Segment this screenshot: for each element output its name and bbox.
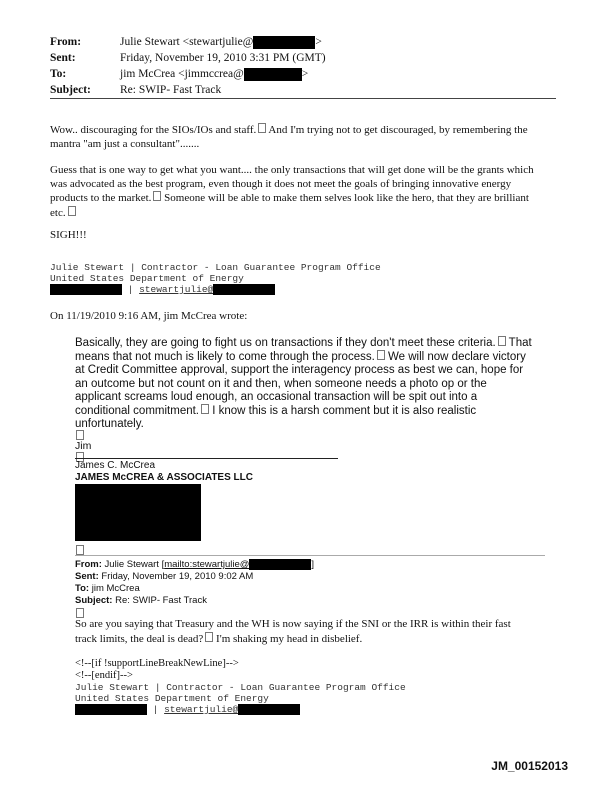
subject-value: Re: SWIP- Fast Track: [120, 84, 222, 96]
box-glyph: [377, 350, 385, 360]
bates-number: JM_00152013: [491, 759, 568, 773]
body-paragraph-1: Wow.. discouraging for the SIOs/IOs and staff. And I'm trying not to get discouraged, by remembering the mantra "am just a consultant".......: [50, 124, 528, 150]
from-value: Julie Stewart <stewartjulie@: [120, 36, 254, 49]
from-label: From:: [50, 36, 82, 48]
header-divider: [50, 98, 556, 99]
signature-2-line-1: Julie Stewart | Contractor - Loan Guarantee Program Office: [75, 682, 406, 693]
quoted-message: Basically, they are going to fight us on transactions if they don't meet these criteria. That means that not much is likely to come through the process. We will now declare victory at Credit Committee approval, support the interagency process as best we can, hope for an outcome but not count on it and then, when someone needs a photo op or the applicant screams loud enough, an occasional transaction will be spit out into a conditional commitment. I know this is a harsh comment but it is also realistic unfortunately.: [75, 337, 532, 431]
box-glyph: [76, 608, 84, 618]
body-paragraph-3: SIGH!!!: [50, 229, 87, 241]
redaction: [238, 704, 300, 715]
inner-to-row: To: jim McCrea: [75, 583, 140, 594]
signature-1-line-1: Julie Stewart | Contractor - Loan Guarantee Program Office: [50, 262, 381, 273]
redaction-block: [75, 484, 201, 541]
box-glyph: [76, 545, 84, 555]
wrote-line: On 11/19/2010 9:16 AM, jim McCrea wrote:: [50, 310, 248, 322]
to-label: To:: [50, 68, 67, 80]
signature-2-line-3: | stewartjulie@: [75, 704, 300, 715]
jim-company: JAMES McCREA & ASSOCIATES LLC: [75, 472, 253, 483]
inner-divider: [75, 555, 545, 556]
email-link[interactable]: stewartjulie@: [164, 704, 239, 716]
jim-name: James C. McCrea: [75, 460, 156, 471]
signature-2-line-2: United States Department of Energy: [75, 693, 269, 704]
sent-value: Friday, November 19, 2010 3:31 PM (GMT): [120, 52, 326, 64]
conditional-comment-1: <!--[if !supportLineBreakNewLine]-->: [75, 658, 239, 669]
subject-label: Subject:: [50, 84, 91, 96]
quote-signoff: Jim: [75, 440, 92, 452]
redaction: [249, 559, 311, 570]
box-glyph: [498, 336, 506, 346]
body-paragraph-2: Guess that is one way to get what you want.... the only transactions that will get done will be the grants which was advocated as the best program, even though it does not meet the goals of bringing innovative energy products to the market. Someone will be able to make them selves look like the hero, that they are brilliant etc.: [50, 164, 534, 219]
box-glyph: [76, 430, 84, 440]
inner-from-row: From: Julie Stewart [mailto:stewartjulie@ ]: [75, 559, 315, 571]
redaction: [244, 68, 302, 81]
signature-1-line-2: United States Department of Energy: [50, 273, 244, 284]
conditional-comment-2: <!--[endif]-->: [75, 670, 133, 681]
box-glyph: [68, 206, 76, 216]
signature-1-line-3: | stewartjulie@: [50, 284, 275, 295]
from-end: >: [315, 36, 322, 49]
redaction: [253, 36, 315, 49]
to-value: jim McCrea <jimmccrea@: [120, 68, 244, 81]
inner-subject-row: Subject: Re: SWIP- Fast Track: [75, 595, 207, 606]
redaction: [50, 284, 122, 295]
signature-rule: [75, 458, 338, 459]
redaction: [75, 704, 147, 715]
redaction: [213, 284, 275, 295]
inner-sent-row: Sent: Friday, November 19, 2010 9:02 AM: [75, 571, 254, 582]
box-glyph: [201, 404, 209, 414]
to-end: >: [301, 68, 309, 81]
sent-label: Sent:: [50, 52, 76, 64]
email-link[interactable]: stewartjulie@: [139, 284, 214, 296]
mailto-link[interactable]: mailto:stewartjulie@: [164, 559, 250, 571]
inner-body: So are you saying that Treasury and the WH is now saying if the SNI or the IRR is within their fast track limits, the deal is dead? I'm shaking my head in disbelief.: [75, 618, 511, 645]
